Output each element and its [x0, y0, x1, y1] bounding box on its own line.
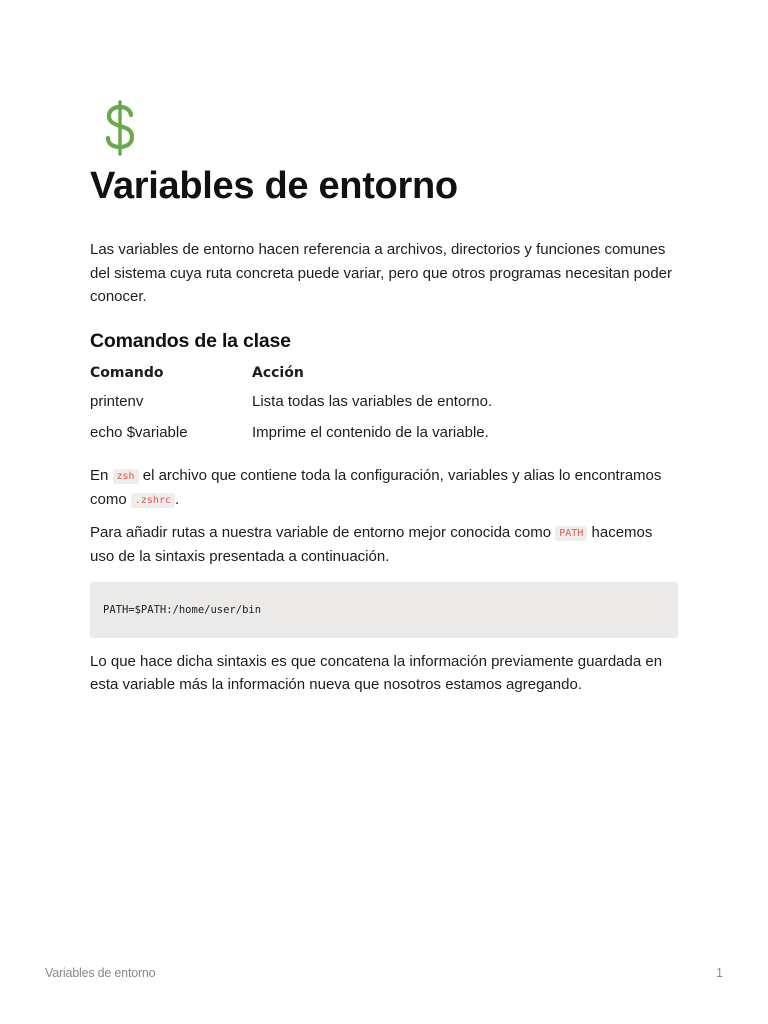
page-title: Variables de entorno — [90, 165, 458, 207]
dollar-sign-icon — [100, 96, 140, 158]
document-page — [90, 96, 678, 697]
text-span: el archivo que contiene toda la configuración, variables y alias lo encontramos como — [90, 466, 662, 508]
text-span: . — [174, 491, 180, 508]
commands-table — [90, 360, 492, 448]
zsh-paragraph — [90, 464, 678, 513]
column-header-comando: Comando — [90, 364, 164, 381]
action-cell: Lista todas las variables de entorno. — [252, 392, 493, 410]
table-row — [90, 417, 492, 448]
action-cell: Imprime el contenido de la variable. — [252, 423, 489, 441]
command-cell: echo $variable — [90, 423, 188, 441]
inline-code-path: PATH — [555, 526, 587, 541]
table-row — [90, 386, 492, 417]
footer-title: Variables de entorno — [45, 966, 156, 980]
inline-code-zshrc: .zshrc — [131, 493, 175, 508]
table-header-row — [90, 360, 492, 386]
inline-code-zsh: zsh — [113, 469, 139, 484]
code-line: PATH=$PATH:/home/user/bin — [103, 603, 262, 616]
path-paragraph — [90, 521, 678, 569]
code-block[interactable] — [90, 582, 678, 638]
text-span: hacemos uso de la sintaxis presentada a continuación. — [90, 523, 653, 565]
command-cell: printenv — [90, 392, 144, 410]
footer-page-number: 1 — [716, 966, 723, 980]
text-span: En — [90, 466, 113, 484]
intro-paragraph: Las variables de entorno hacen referencia a archivos, directorios y funciones comunes del sistema cuya ruta concreta puede variar, pero que otros programas necesitan poder conocer. — [90, 241, 672, 305]
text-span: Para añadir rutas a nuestra variable de entorno mejor conocida como — [90, 523, 556, 541]
closing-paragraph: Lo que hace dicha sintaxis es que concatena la información previamente guardada en esta variable más la información nueva que nosotros estamos agregando. — [90, 652, 663, 693]
column-header-accion: Acción — [252, 364, 304, 381]
section-heading: Comandos de la clase — [90, 329, 291, 352]
